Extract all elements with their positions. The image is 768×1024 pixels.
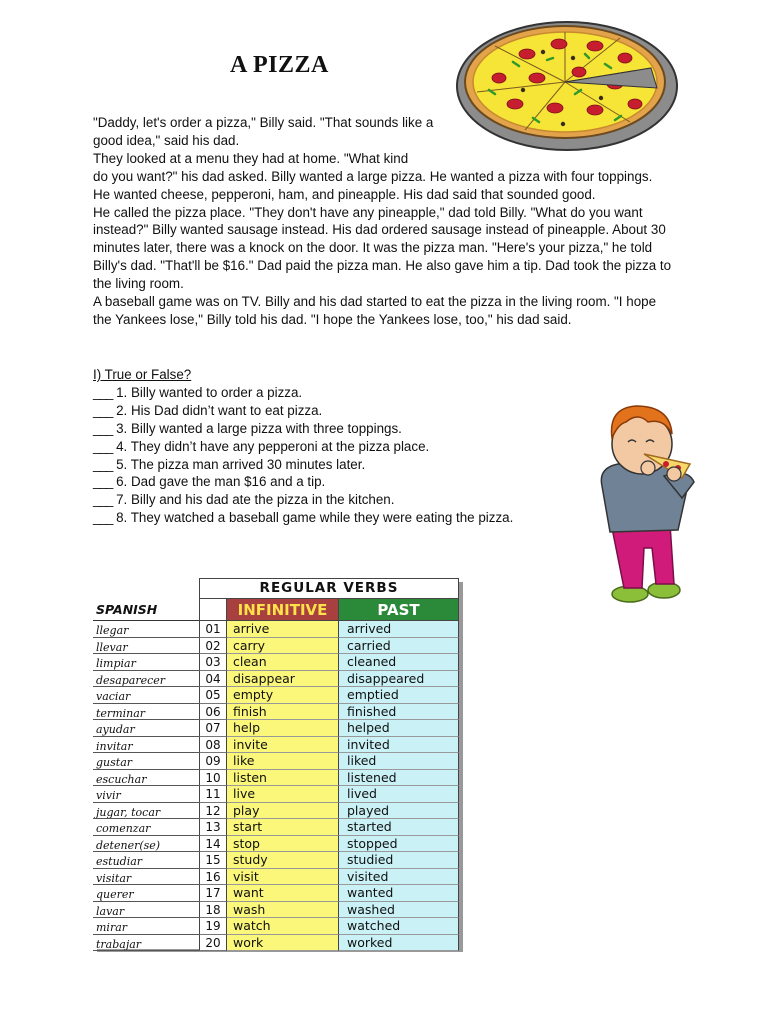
past-cell: visited [339, 869, 459, 886]
infinitive-cell: like [227, 753, 339, 770]
quiz-heading: I) True or False? [93, 367, 192, 382]
regular-verbs-table [93, 578, 461, 950]
infinitive-cell: arrive [227, 621, 339, 638]
number-cell: 07 [199, 720, 227, 737]
past-cell: helped [339, 720, 459, 737]
table-row [93, 770, 461, 787]
spanish-cell: trabajar [93, 935, 199, 952]
table-row [93, 819, 461, 836]
infinitive-cell: carry [227, 638, 339, 655]
table-title: REGULAR VERBS [199, 578, 459, 598]
spanish-cell: limpiar [93, 654, 199, 671]
table-row [93, 638, 461, 655]
past-cell: arrived [339, 621, 459, 638]
table-row [93, 654, 461, 671]
answer-blank[interactable]: ___ [93, 456, 113, 472]
answer-blank[interactable]: ___ [93, 438, 113, 454]
table-row [93, 687, 461, 704]
table-row [93, 918, 461, 935]
number-cell: 12 [199, 803, 227, 820]
number-cell: 09 [199, 753, 227, 770]
infinitive-cell: start [227, 819, 339, 836]
infinitive-cell: wash [227, 902, 339, 919]
story [93, 114, 673, 329]
number-cell: 11 [199, 786, 227, 803]
infinitive-cell: disappear [227, 671, 339, 688]
past-cell: watched [339, 918, 459, 935]
infinitive-cell: want [227, 885, 339, 902]
story-paragraph-3: He called the pizza place. "They don't have any pineapple," dad told Billy. "What do you want instead?" Billy wanted sausage instead. His dad ordered sausage instead of pineapple. About 30 minutes later, there was a knock on the door. It was the pizza man. "Here's your pizza," he told Billy's dad. "That'll be $16." Dad paid the pizza man. He also gave him a tip. Dad took the pizza to the living room. [93, 204, 672, 292]
number-cell: 10 [199, 770, 227, 787]
page-title: A PIZZA [230, 52, 329, 78]
infinitive-cell: visit [227, 869, 339, 886]
table-row [93, 671, 461, 688]
number-cell: 02 [199, 638, 227, 655]
spanish-cell: detener(se) [93, 836, 199, 853]
number-cell: 15 [199, 852, 227, 869]
past-cell: emptied [339, 687, 459, 704]
number-cell: 03 [199, 654, 227, 671]
infinitive-cell: live [227, 786, 339, 803]
quiz-statement: 6. Dad gave the man $16 and a tip. [116, 474, 326, 490]
number-cell: 16 [199, 869, 227, 886]
past-cell: liked [339, 753, 459, 770]
past-cell: washed [339, 902, 459, 919]
true-false-quiz [93, 366, 593, 527]
story-paragraph-2-start: They looked at a menu they had at home. "What kind [93, 150, 409, 166]
number-cell: 17 [199, 885, 227, 902]
quiz-item [93, 384, 593, 402]
number-cell: 19 [199, 918, 227, 935]
infinitive-cell: help [227, 720, 339, 737]
spanish-column-header: SPANISH [93, 598, 199, 621]
spanish-cell: terminar [93, 704, 199, 721]
spanish-cell: mirar [93, 918, 199, 935]
table-row [93, 803, 461, 820]
number-cell: 06 [199, 704, 227, 721]
answer-blank[interactable]: ___ [93, 510, 113, 526]
quiz-item [93, 456, 593, 474]
story-paragraph-1: "Daddy, let's order a pizza," Billy said. "That sounds like a good idea," said his dad. [93, 115, 434, 148]
infinitive-cell: play [227, 803, 339, 820]
table-row [93, 720, 461, 737]
past-cell: disappeared [339, 671, 459, 688]
past-cell: worked [339, 935, 459, 952]
story-paragraph-2: do you want?" his dad asked. Billy wanted a large pizza. He wanted a pizza with four toppings. He wanted cheese, pepperoni, ham, and pineapple. His dad said that sounded good. [93, 168, 653, 202]
infinitive-cell: stop [227, 836, 339, 853]
spanish-cell: visitar [93, 869, 199, 886]
quiz-item [93, 438, 593, 456]
past-cell: listened [339, 770, 459, 787]
spanish-cell: querer [93, 885, 199, 902]
past-cell: carried [339, 638, 459, 655]
story-paragraph-4: A baseball game was on TV. Billy and his dad started to eat the pizza in the living room. "I hope the Yankees lose," Billy told his dad. "I hope the Yankees lose, too," his dad said. [93, 294, 657, 327]
infinitive-cell: invite [227, 737, 339, 754]
table-row [93, 737, 461, 754]
quiz-item [93, 491, 593, 509]
spanish-cell: invitar [93, 737, 199, 754]
table-row [93, 935, 461, 952]
past-column-header: PAST [339, 598, 459, 621]
past-cell: finished [339, 704, 459, 721]
past-cell: stopped [339, 836, 459, 853]
spanish-cell: estudiar [93, 852, 199, 869]
table-row [93, 852, 461, 869]
quiz-statement: 5. The pizza man arrived 30 minutes later. [116, 456, 366, 472]
answer-blank[interactable]: ___ [93, 420, 113, 436]
quiz-statement: 8. They watched a baseball game while they were eating the pizza. [116, 510, 514, 526]
number-cell: 18 [199, 902, 227, 919]
number-cell: 08 [199, 737, 227, 754]
past-cell: played [339, 803, 459, 820]
infinitive-cell: work [227, 935, 339, 952]
number-column-header [199, 598, 227, 621]
quiz-statement: 3. Billy wanted a large pizza with three toppings. [116, 420, 402, 436]
table-row [93, 885, 461, 902]
number-cell: 13 [199, 819, 227, 836]
spanish-cell: llegar [93, 621, 199, 638]
table-body [93, 621, 461, 951]
number-cell: 14 [199, 836, 227, 853]
table-row [93, 786, 461, 803]
infinitive-column-header: INFINITIVE [227, 598, 339, 621]
infinitive-cell: watch [227, 918, 339, 935]
quiz-statement: 7. Billy and his dad ate the pizza in the kitchen. [116, 492, 395, 508]
past-cell: cleaned [339, 654, 459, 671]
quiz-item [93, 402, 593, 420]
number-cell: 20 [199, 935, 227, 952]
answer-blank[interactable]: ___ [93, 474, 113, 490]
number-cell: 04 [199, 671, 227, 688]
table-row [93, 753, 461, 770]
spanish-cell: escuchar [93, 770, 199, 787]
quiz-item [93, 473, 593, 491]
past-cell: wanted [339, 885, 459, 902]
spanish-cell: vivir [93, 786, 199, 803]
spanish-cell: comenzar [93, 819, 199, 836]
infinitive-cell: listen [227, 770, 339, 787]
quiz-item [93, 509, 593, 527]
infinitive-cell: study [227, 852, 339, 869]
quiz-statement: 2. His Dad didn’t want to eat pizza. [116, 402, 323, 418]
quiz-statement: 1. Billy wanted to order a pizza. [116, 384, 303, 400]
table-row [93, 704, 461, 721]
past-cell: started [339, 819, 459, 836]
infinitive-cell: clean [227, 654, 339, 671]
table-row [93, 902, 461, 919]
past-cell: studied [339, 852, 459, 869]
answer-blank[interactable]: ___ [93, 492, 113, 508]
quiz-item [93, 420, 593, 438]
infinitive-cell: empty [227, 687, 339, 704]
spanish-cell: vaciar [93, 687, 199, 704]
table-row [93, 869, 461, 886]
infinitive-cell: finish [227, 704, 339, 721]
quiz-statement: 4. They didn’t have any pepperoni at the pizza place. [116, 438, 430, 454]
spanish-cell: gustar [93, 753, 199, 770]
number-cell: 05 [199, 687, 227, 704]
answer-blank[interactable]: ___ [93, 384, 113, 400]
spanish-cell: jugar, tocar [93, 803, 199, 820]
past-cell: lived [339, 786, 459, 803]
table-row [93, 621, 461, 638]
number-cell: 01 [199, 621, 227, 638]
answer-blank[interactable]: ___ [93, 402, 113, 418]
spanish-cell: lavar [93, 902, 199, 919]
spanish-cell: llevar [93, 638, 199, 655]
table-row [93, 836, 461, 853]
spanish-cell: desaparecer [93, 671, 199, 688]
spanish-cell: ayudar [93, 720, 199, 737]
past-cell: invited [339, 737, 459, 754]
boy-eating-pizza-illustration [578, 398, 718, 608]
